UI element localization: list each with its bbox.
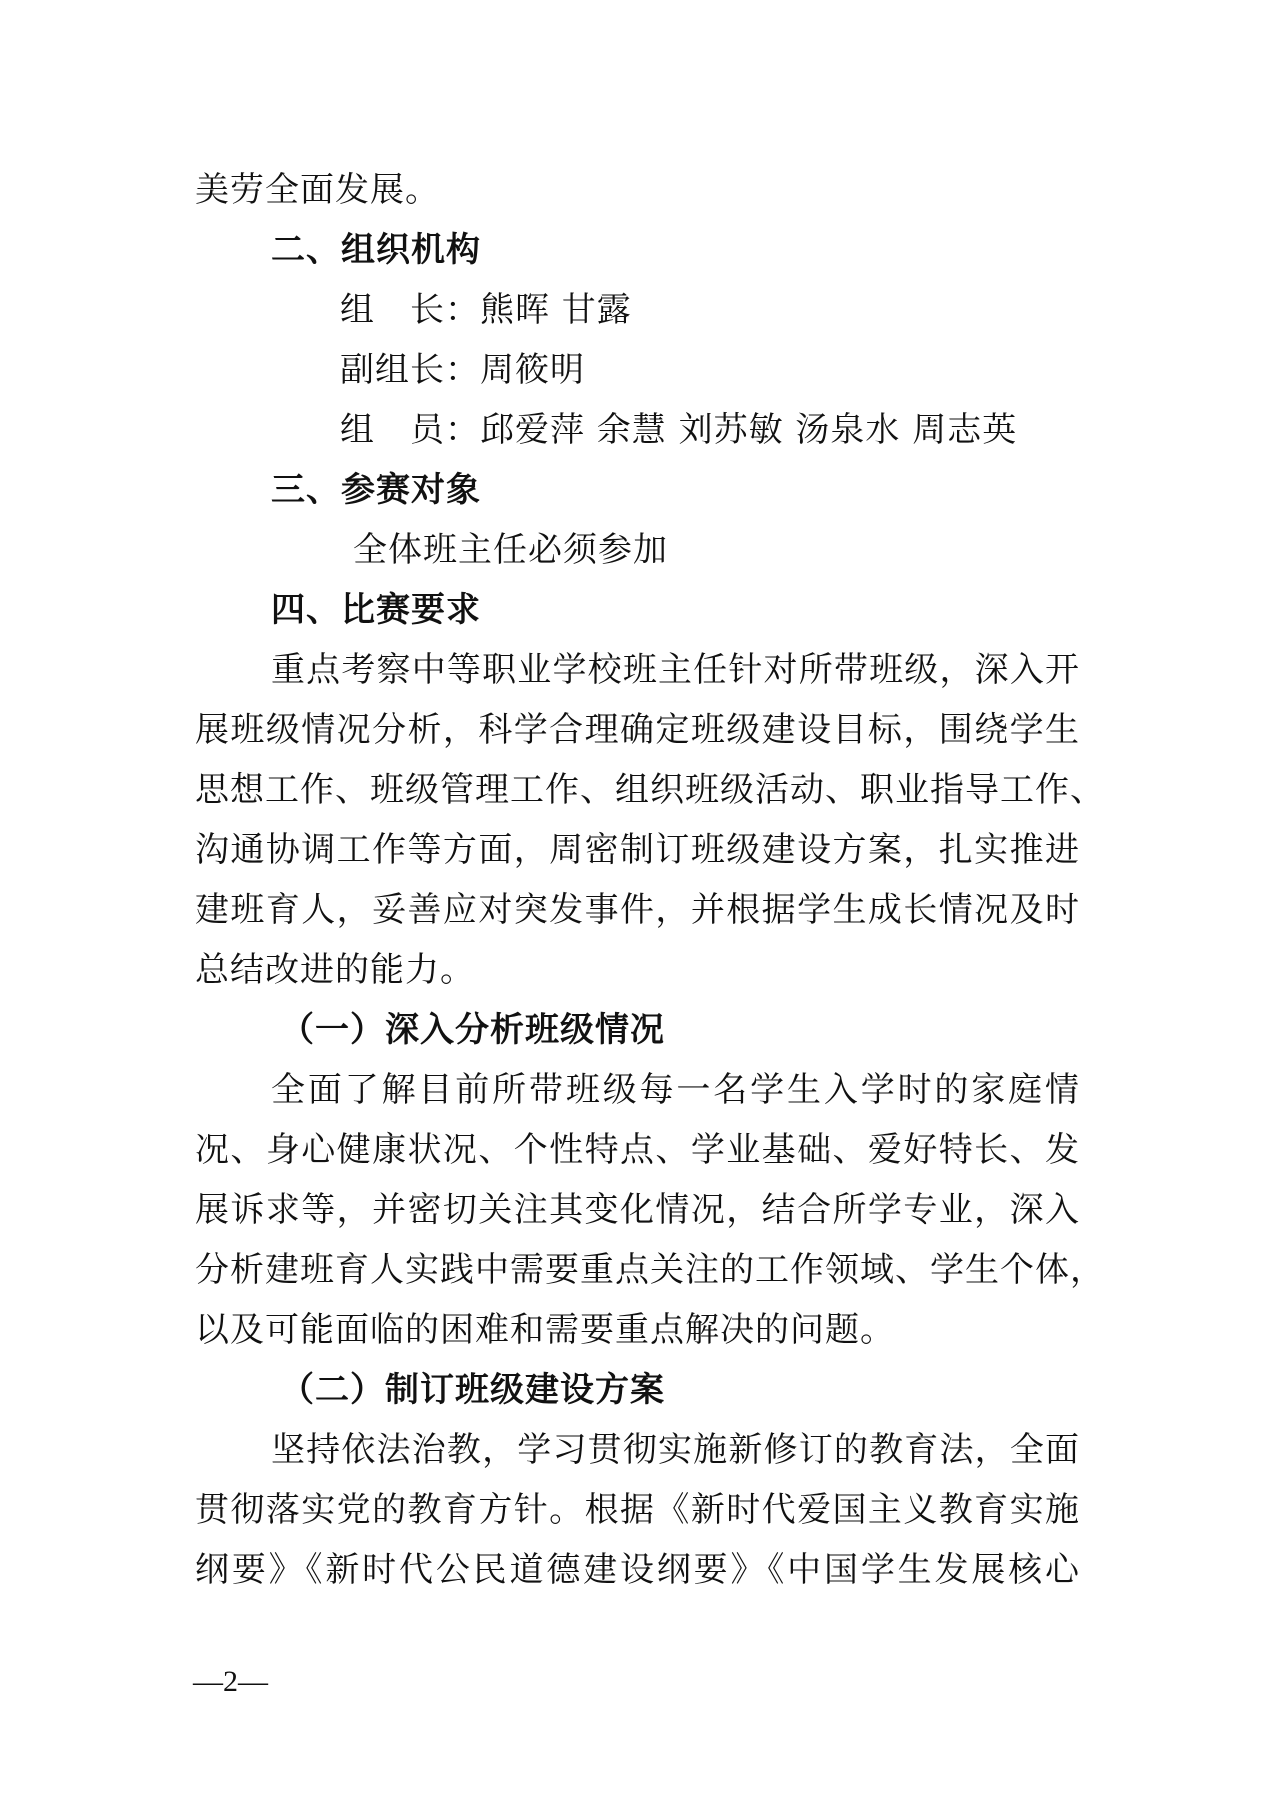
text-line: 副组长：周筱明	[340, 350, 585, 390]
text-line: 坚持依法治教，学习贯彻实施新修订的教育法，全面	[271, 1430, 1080, 1470]
text-line: 贯彻落实党的教育方针。根据《新时代爱国主义教育实施	[195, 1490, 1080, 1530]
text-line: 展班级情况分析，科学合理确定班级建设目标，围绕学生	[195, 710, 1080, 750]
section-heading: 四、比赛要求	[271, 590, 481, 630]
section-heading: 三、参赛对象	[271, 470, 481, 510]
text-line: 分析建班育人实践中需要重点关注的工作领域、学生个体，	[195, 1250, 1105, 1290]
text-line: 思想工作、班级管理工作、组织班级活动、职业指导工作、	[195, 770, 1105, 810]
section-heading: 二、组织机构	[271, 230, 481, 270]
text-line: 全体班主任必须参加	[353, 530, 668, 570]
subsection-heading: （二）制订班级建设方案	[280, 1370, 665, 1410]
text-line: 总结改进的能力。	[195, 950, 475, 990]
text-line: 美劳全面发展。	[195, 170, 440, 210]
text-line: 沟通协调工作等方面，周密制订班级建设方案，扎实推进	[195, 830, 1080, 870]
subsection-heading: （一）深入分析班级情况	[280, 1010, 665, 1050]
page-number: —2—	[193, 1665, 268, 1698]
text-line: 纲要》《新时代公民道德建设纲要》《中国学生发展核心	[195, 1550, 1080, 1590]
text-line: 全面了解目前所带班级每一名学生入学时的家庭情	[271, 1070, 1080, 1110]
text-line: 展诉求等，并密切关注其变化情况，结合所学专业，深入	[195, 1190, 1080, 1230]
document-body	[195, 160, 1105, 1600]
text-line: 重点考察中等职业学校班主任针对所带班级，深入开	[271, 650, 1080, 690]
text-line: 况、身心健康状况、个性特点、学业基础、爱好特长、发	[195, 1130, 1080, 1170]
text-line: 组 长：熊晖 甘露	[340, 290, 632, 330]
text-line: 组 员：邱爱萍 余慧 刘苏敏 汤泉水 周志英	[340, 410, 1018, 450]
text-line: 建班育人，妥善应对突发事件，并根据学生成长情况及时	[195, 890, 1080, 930]
text-line: 以及可能面临的困难和需要重点解决的问题。	[195, 1310, 895, 1350]
